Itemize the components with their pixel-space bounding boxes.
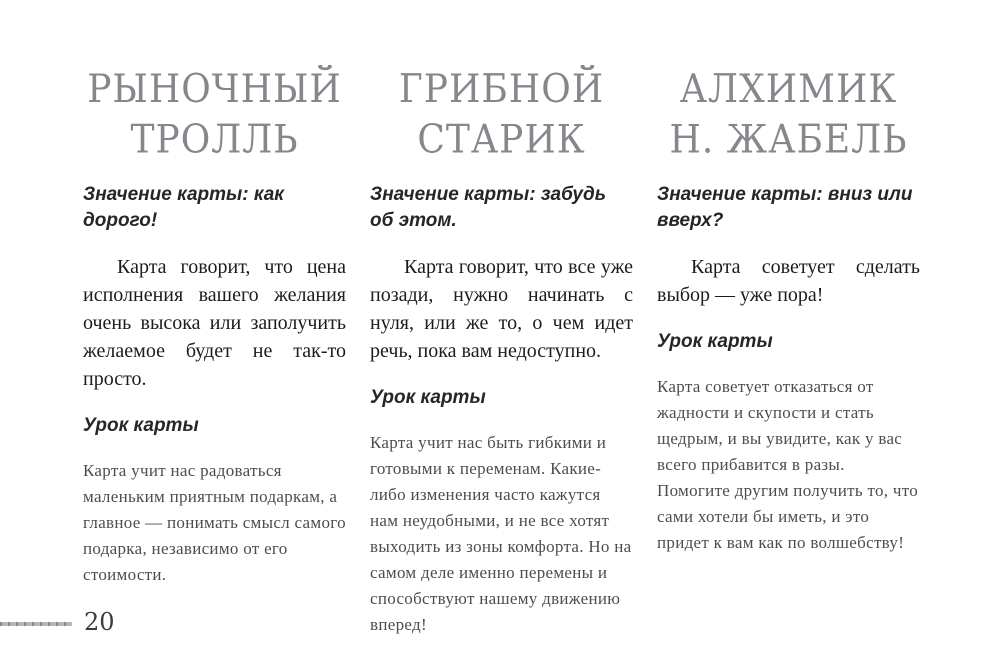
card-lesson-handwritten: Карта советует отказаться от жадности и скупости и стать щедрым, и вы увидите, как у вас всего прибавится в разы. Помогите другим получить то, что сами хотели бы иметь, и это придет к вам как по волшебству! (657, 377, 919, 552)
card-column-market-troll (83, 64, 346, 638)
card-title-line1: АЛХИМИК (679, 67, 898, 112)
card-meaning: Значение карты: забудь об этом. (370, 184, 607, 231)
card-lesson-handwritten: Карта учит нас быть гибкими и готовыми к переменам. Какие-либо изменения часто кажутся нам неудобными, и не все хотят выходить из зоны комфорта. Но на самом деле именно перемены и способствуют нашему движению вперед! (370, 433, 632, 634)
card-description: Карта советует сделать выбор — уже пора! (657, 256, 920, 306)
card-title-line1: ГРИБНОЙ (398, 67, 605, 112)
card-title (83, 64, 346, 166)
page-footer (0, 608, 115, 636)
card-lesson-handwritten: Карта учит нас радоваться маленьким приятным подаркам, а главное — понимать смысл самого подарка, независимо от его стоимости. (83, 461, 346, 584)
card-description: Карта говорит, что все уже позади, нужно начинать с нуля, или же то, о чем идет речь, пока вам недоступно. (370, 256, 633, 362)
card-title (370, 64, 633, 166)
page-number: 20 (84, 608, 115, 636)
card-title-line2: ТРОЛЛЬ (130, 118, 299, 163)
card-meaning: Значение карты: вниз или вверх? (657, 184, 913, 231)
card-title (657, 64, 920, 166)
lesson-heading: Урок карты (83, 415, 199, 436)
lesson-heading: Урок карты (370, 387, 486, 408)
card-column-mushroom-elder (370, 64, 633, 638)
card-title-line1: РЫНОЧНЫЙ (87, 67, 342, 112)
card-columns (83, 64, 920, 638)
card-title-line2: СТАРИК (417, 118, 586, 163)
card-column-alchemist (657, 64, 920, 638)
card-description: Карта говорит, что цена исполнения вашего желания очень высока или заполучить желаемое будет не так-то просто. (83, 256, 346, 390)
card-meaning: Значение карты: как дорого! (83, 184, 284, 231)
card-title-line2: Н. ЖАБЕЛЬ (669, 118, 908, 163)
lesson-heading: Урок карты (657, 331, 773, 352)
pencil-rule-decoration (0, 622, 72, 626)
